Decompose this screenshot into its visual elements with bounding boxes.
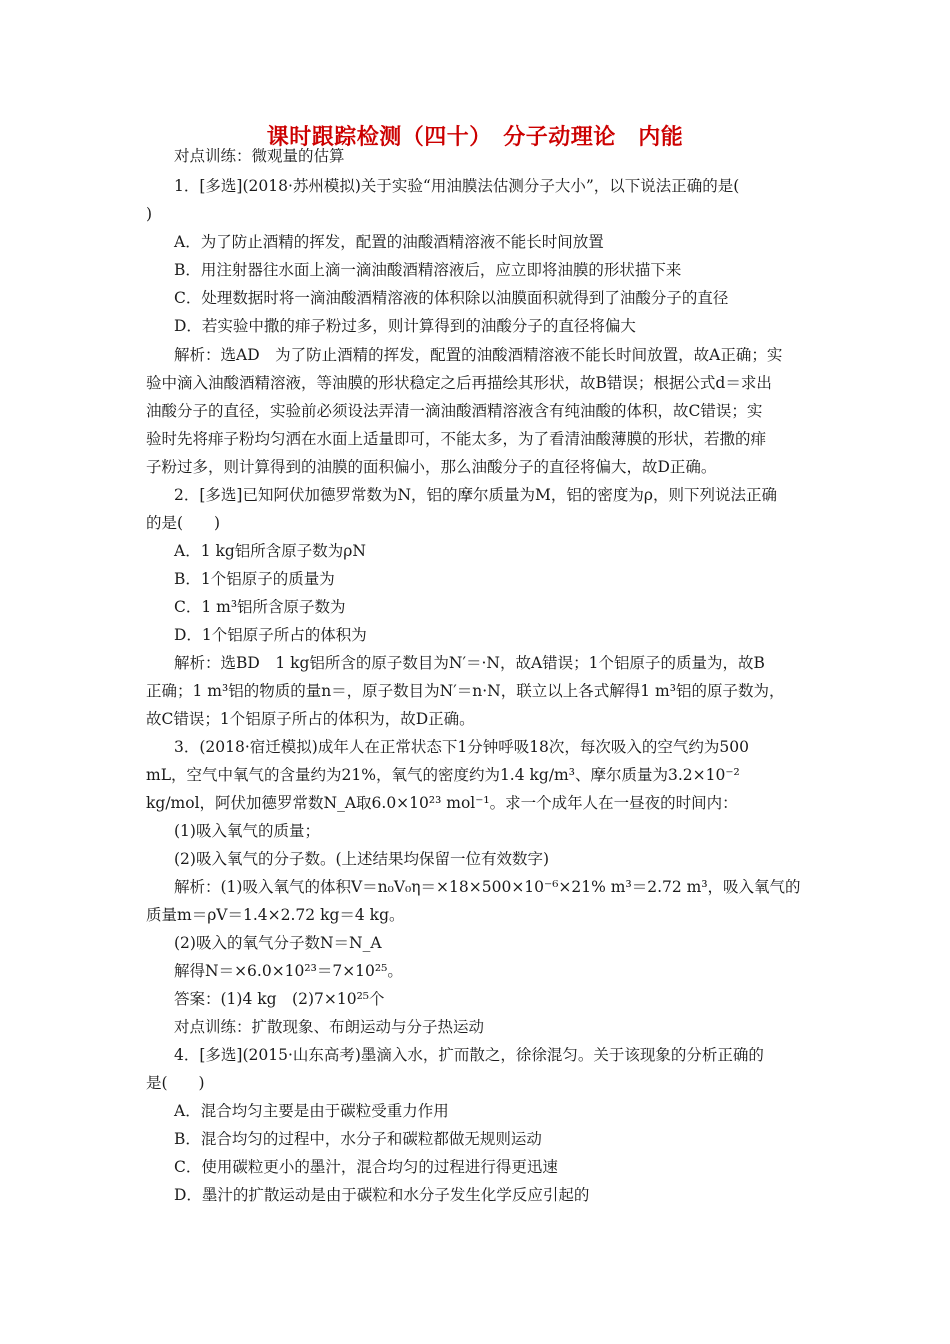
question-1-option-a: A．为了防止酒精的挥发，配置的油酸酒精溶液不能长时间放置	[174, 233, 604, 251]
answer-3-final: 答案：(1)4 kg (2)7×10²⁵个	[174, 990, 385, 1008]
question-4-option-b: B．混合均匀的过程中，水分子和碳粒都做无规则运动	[174, 1130, 542, 1148]
question-3-stem: kg/mol，阿伏加德罗常数N_A取6.0×10²³ mol⁻¹。求一个成年人在一昼夜的时间内：	[146, 794, 738, 812]
answer-2-line: 解析：选BD 1 kg铝所含的原子数目为N′＝·N，故A错误；1个铝原子的质量为，故B	[174, 654, 765, 672]
question-4-option-c: C．使用碳粒更小的墨汁，混合均匀的过程进行得更迅速	[174, 1158, 558, 1176]
question-1-stem: 1．[多选](2018·苏州模拟)关于实验“用油膜法估测分子大小”，以下说法正确的是(	[174, 177, 740, 195]
answer-2-line: 正确；1 m³铝的物质的量n＝，原子数目为N′＝n·N，联立以上各式解得1 m³铝的原子数为，	[146, 682, 785, 700]
answer-1-line: 验时先将痱子粉均匀洒在水面上适量即可，不能太多，为了看清油酸薄膜的形状，若撒的痱	[146, 430, 767, 448]
question-4-option-a: A．混合均匀主要是由于碳粒受重力作用	[174, 1102, 449, 1120]
section-heading: 对点训练：微观量的估算	[174, 147, 345, 165]
answer-3-line: 解析：(1)吸入氧气的体积V＝n₀V₀η＝×18×500×10⁻⁶×21% m³＝2.72 m³，吸入氧气的	[174, 878, 801, 896]
question-2-option-d: D．1个铝原子所占的体积为	[174, 626, 367, 644]
question-1-option-d: D．若实验中撒的痱子粉过多，则计算得到的油酸分子的直径将偏大	[174, 317, 636, 335]
page-title: 课时跟踪检测（四十） 分子动理论 内能	[266, 124, 684, 150]
question-2-option-c: C．1 m³铝所含原子数为	[174, 598, 346, 616]
question-3-part-2: (2)吸入氧气的分子数。(上述结果均保留一位有效数字)	[174, 850, 550, 868]
question-1-stem-end: )	[146, 205, 153, 223]
answer-3-line: (2)吸入的氧气分子数N＝N_A	[174, 934, 382, 952]
question-4-stem: 4．[多选](2015·山东高考)墨滴入水，扩而散之，徐徐混匀。关于该现象的分析正确的	[174, 1046, 764, 1064]
question-2-stem: 2．[多选]已知阿伏加德罗常数为N，铝的摩尔质量为M，铝的密度为ρ，则下列说法正确	[174, 486, 778, 504]
question-3-stem: 3．(2018·宿迁模拟)成年人在正常状态下1分钟呼吸18次，每次吸入的空气约为500	[174, 738, 750, 756]
question-4-stem-end: 是( )	[146, 1074, 205, 1092]
answer-1-line: 验中滴入油酸酒精溶液，等油膜的形状稳定之后再描绘其形状，故B错误；根据公式d＝求出	[146, 374, 772, 392]
section-heading: 对点训练：扩散现象、布朗运动与分子热运动	[174, 1018, 485, 1036]
answer-3-line: 质量m＝ρV＝1.4×2.72 kg＝4 kg。	[146, 906, 405, 924]
answer-1-line: 油酸分子的直径，实验前必须设法弄清一滴油酸酒精溶液含有纯油酸的体积，故C错误；实	[146, 402, 763, 420]
answer-1-line: 子粉过多，则计算得到的油膜的面积偏小，那么油酸分子的直径将偏大，故D正确。	[146, 458, 717, 476]
question-2-option-a: A．1 kg铝所含原子数为ρN	[174, 542, 366, 560]
answer-2-line: 故C错误；1个铝原子所占的体积为，故D正确。	[146, 710, 475, 728]
question-2-option-b: B．1个铝原子的质量为	[174, 570, 335, 588]
answer-1-line: 解析：选AD 为了防止酒精的挥发，配置的油酸酒精溶液不能长时间放置，故A正确；实	[174, 346, 783, 364]
question-3-part-1: (1)吸入氧气的质量；	[174, 822, 320, 840]
question-3-stem: mL，空气中氧气的含量约为21%，氧气的密度约为1.4 kg/m³、摩尔质量为3.2×10⁻²	[146, 766, 740, 784]
question-1-option-c: C．处理数据时将一滴油酸酒精溶液的体积除以油膜面积就得到了油酸分子的直径	[174, 289, 729, 307]
question-4-option-d: D．墨汁的扩散运动是由于碳粒和水分子发生化学反应引起的	[174, 1186, 590, 1204]
question-1-option-b: B．用注射器往水面上滴一滴油酸酒精溶液后，应立即将油膜的形状描下来	[174, 261, 682, 279]
answer-3-line: 解得N＝×6.0×10²³＝7×10²⁵。	[174, 962, 403, 980]
question-2-stem-end: 的是( )	[146, 514, 221, 532]
